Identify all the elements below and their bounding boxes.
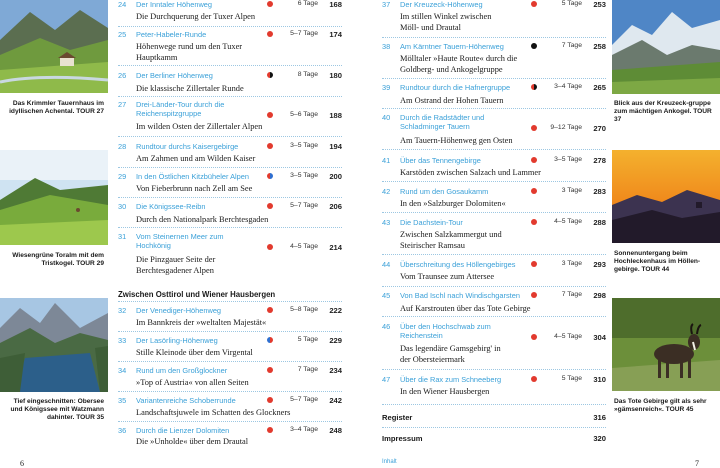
tour-number: 43 xyxy=(382,218,391,227)
photo-toralm xyxy=(0,150,108,245)
tour-page-number: 298 xyxy=(593,291,606,300)
difficulty-dot-icon xyxy=(531,157,537,163)
tour-number: 25 xyxy=(118,30,127,39)
tour-page-number: 265 xyxy=(593,83,606,92)
tour-number: 28 xyxy=(118,142,127,151)
tour-duration: 4–5 Tage xyxy=(290,243,318,250)
tour-subtitle: Die »Unholde« über dem Drautal xyxy=(136,437,249,446)
tour-duration: 3–5 Tage xyxy=(554,156,582,163)
tour-duration: 3 Tage xyxy=(561,187,582,194)
tour-subtitle: Die Durchquerung der Tuxer Alpen xyxy=(136,12,256,21)
tour-page-number: 222 xyxy=(329,306,342,315)
tour-number: 24 xyxy=(118,0,127,9)
tour-duration: 5 Tage xyxy=(297,336,318,343)
tour-subtitle: Von Fieberbrunn nach Zell am See xyxy=(136,184,253,193)
tour-subtitle: Im Bannkreis der »weltalten Majestät« xyxy=(136,318,267,327)
tour-title-link[interactable]: Von Bad Ischl nach Windischgarsten xyxy=(400,291,520,300)
tour-page-number: 258 xyxy=(593,42,606,51)
tour-number: 27 xyxy=(118,100,127,109)
tour-title-link[interactable]: Vom Steinernen Meer zum Hochkönig xyxy=(136,232,224,250)
tour-title-link[interactable]: Rundtour durch die Hafnergruppe xyxy=(400,83,511,92)
tour-number: 42 xyxy=(382,187,391,196)
tour-subtitle: Im stillen Winkel zwischen Möll- und Drautal xyxy=(400,12,492,32)
tour-duration: 7 Tage xyxy=(561,291,582,298)
caption-tour-27: Das Krimmler Tauernhaus im idyllischen Achental. TOUR 27 xyxy=(9,100,104,115)
tour-duration: 5–8 Tage xyxy=(290,306,318,313)
register-page-number: 316 xyxy=(593,413,606,422)
tour-page-number: 174 xyxy=(329,30,342,39)
photo-krimmler-tauernhaus xyxy=(0,0,108,93)
difficulty-dot-icon xyxy=(267,307,273,313)
tour-title-link[interactable]: Der Kreuzeck-Höhenweg xyxy=(400,0,483,9)
tour-title-link[interactable]: Über die Rax zum Schneeberg xyxy=(400,375,502,384)
difficulty-dot-icon xyxy=(267,427,273,433)
difficulty-dot-icon xyxy=(531,43,537,49)
tour-number: 29 xyxy=(118,172,127,181)
tour-subtitle: Im wilden Osten der Zillertaler Alpen xyxy=(136,122,263,131)
tour-duration: 5–6 Tage xyxy=(290,111,318,118)
entry-divider xyxy=(382,369,606,370)
difficulty-dot-icon xyxy=(267,337,273,343)
entry-divider xyxy=(118,331,342,332)
page-number-right: 7 xyxy=(695,459,699,468)
photo-gaemse-totes-gebirge xyxy=(612,298,720,391)
difficulty-dot-icon xyxy=(267,397,273,403)
entry-divider xyxy=(382,149,606,150)
tour-number: 37 xyxy=(382,0,391,9)
tour-page-number: 310 xyxy=(593,375,606,384)
entry-divider xyxy=(118,26,342,27)
caption-tour-29: Wiesengrüne Toralm mit dem Tristkogel. TOUR 29 xyxy=(12,252,104,267)
tour-subtitle: Mölltaler »Haute Route« durch die Goldberg- und Ankogelgruppe xyxy=(400,54,518,74)
tour-subtitle: Durch den Nationalpark Berchtesgaden xyxy=(136,215,269,224)
tour-title-link[interactable]: Variantenreiche Schoberrunde xyxy=(136,396,236,405)
tour-number: 40 xyxy=(382,113,391,122)
footer-section-label: Inhalt xyxy=(382,459,397,465)
tour-subtitle: Am Ostrand der Hohen Tauern xyxy=(400,96,504,105)
tour-page-number: 229 xyxy=(329,336,342,345)
tour-title-link[interactable]: Der Berliner Höhenweg xyxy=(136,71,213,80)
tour-number: 41 xyxy=(382,156,391,165)
tour-duration: 4–5 Tage xyxy=(554,218,582,225)
tour-subtitle: Am Zahmen und am Wilden Kaiser xyxy=(136,154,256,163)
caption-tour-35: Tief eingeschnitten: Obersee und Königssee mit Watzmann dahinter. TOUR 35 xyxy=(10,398,104,421)
difficulty-dot-icon xyxy=(531,376,537,382)
tour-number: 32 xyxy=(118,306,127,315)
register-label: Register xyxy=(382,413,413,422)
tour-number: 38 xyxy=(382,42,391,51)
tour-number: 35 xyxy=(118,396,127,405)
tour-number: 30 xyxy=(118,202,127,211)
tour-number: 31 xyxy=(118,232,127,241)
tour-title-link[interactable]: Durch die Radstädter und Schladminger Tauern xyxy=(400,113,485,131)
tour-number: 44 xyxy=(382,260,391,269)
difficulty-dot-icon xyxy=(267,1,273,7)
toc-left-column xyxy=(108,0,340,468)
impressum-label: Impressum xyxy=(382,434,423,443)
tour-page-number: 188 xyxy=(329,111,342,120)
tour-page-number: 253 xyxy=(593,0,606,9)
photo-kreuzeck-ankogel xyxy=(612,0,720,94)
tour-duration: 9–12 Tage xyxy=(550,124,582,131)
tour-title-link[interactable]: Durch die Lienzer Dolomiten xyxy=(136,426,230,435)
tour-title-link[interactable]: Der Inntaler Höhenweg xyxy=(136,0,213,9)
tour-subtitle: Karstöden zwischen Salzach und Lammer xyxy=(400,168,541,177)
tour-title-link[interactable]: Über den Hochschwab zum Reichenstein xyxy=(400,322,491,340)
tour-subtitle: Am Tauern-Höhenweg gen Osten xyxy=(400,136,513,145)
tour-page-number: 194 xyxy=(329,142,342,151)
tour-number: 36 xyxy=(118,426,127,435)
difficulty-dot-icon xyxy=(531,125,537,131)
tour-subtitle: Stille Kleinode über dem Virgental xyxy=(136,348,253,357)
tour-duration: 7 Tage xyxy=(561,42,582,49)
entry-divider xyxy=(118,167,342,168)
tour-title-link[interactable]: Der Venediger-Höhenweg xyxy=(136,306,222,315)
tour-subtitle: In den »Salzburger Dolomiten« xyxy=(400,199,506,208)
tour-subtitle: Höhenwege rund um den Tuxer Hauptkamm xyxy=(136,42,243,62)
caption-tour-45: Das Tote Gebirge gilt als sehr »gämsenreich«. TOUR 45 xyxy=(614,398,707,413)
tour-subtitle: Die Pinzgauer Seite der Berchtesgadener Alpen xyxy=(136,255,216,275)
tour-title-link[interactable]: Rund um den Großglockner xyxy=(136,366,228,375)
tour-duration: 3 Tage xyxy=(561,260,582,267)
tour-duration: 5–7 Tage xyxy=(290,202,318,209)
tour-title-link[interactable]: Überschreitung des Höllengebirges xyxy=(400,260,516,269)
tour-title-link[interactable]: Über das Tennengebirge xyxy=(400,156,481,165)
tour-page-number: 168 xyxy=(329,0,342,9)
tour-page-number: 278 xyxy=(593,156,606,165)
tour-page-number: 206 xyxy=(329,202,342,211)
tour-page-number: 214 xyxy=(329,243,342,252)
tour-duration: 5–7 Tage xyxy=(290,396,318,403)
difficulty-dot-icon xyxy=(267,203,273,209)
tour-duration: 5–7 Tage xyxy=(290,30,318,37)
difficulty-dot-icon xyxy=(267,244,273,250)
tour-subtitle: Die klassische Zillertaler Runde xyxy=(136,84,244,93)
entry-divider xyxy=(382,181,606,182)
tour-title-link[interactable]: Rund um den Gosaukamm xyxy=(400,187,489,196)
tour-subtitle: »Top of Austria« von allen Seiten xyxy=(136,378,249,387)
tour-title-link[interactable]: Die Königssee-Reibn xyxy=(136,202,206,211)
entry-divider xyxy=(118,421,342,422)
entry-divider xyxy=(118,301,342,302)
entry-divider xyxy=(382,254,606,255)
difficulty-dot-icon xyxy=(267,31,273,37)
tour-page-number: 304 xyxy=(593,333,606,342)
tour-page-number: 288 xyxy=(593,218,606,227)
tour-page-number: 293 xyxy=(593,260,606,269)
toc-right-column xyxy=(372,0,604,468)
tour-number: 26 xyxy=(118,71,127,80)
entry-divider xyxy=(118,197,342,198)
tour-page-number: 200 xyxy=(329,172,342,181)
difficulty-dot-icon xyxy=(267,72,273,78)
tour-subtitle: Auf Karstrouten über das Tote Gebirge xyxy=(400,304,531,313)
tour-number: 45 xyxy=(382,291,391,300)
tour-duration: 3–5 Tage xyxy=(290,142,318,149)
page-number-left: 6 xyxy=(20,459,24,468)
entry-divider xyxy=(382,78,606,79)
entry-divider xyxy=(118,136,342,137)
difficulty-dot-icon xyxy=(531,261,537,267)
difficulty-dot-icon xyxy=(267,143,273,149)
tour-page-number: 180 xyxy=(329,71,342,80)
tour-subtitle: Landschaftsjuwele im Schatten des Glockners xyxy=(136,408,291,417)
entry-divider xyxy=(382,316,606,317)
tour-page-number: 270 xyxy=(593,124,606,133)
tour-page-number: 248 xyxy=(329,426,342,435)
tour-title-link[interactable]: In den Östlichen Kitzbüheler Alpen xyxy=(136,172,249,181)
entry-divider xyxy=(118,361,342,362)
tour-number: 34 xyxy=(118,366,127,375)
entry-divider xyxy=(382,37,606,38)
entry-divider xyxy=(382,212,606,213)
tour-duration: 6 Tage xyxy=(297,0,318,7)
section-heading-osttirol: Zwischen Osttirol und Wiener Hausbergen xyxy=(118,290,276,299)
tour-duration: 8 Tage xyxy=(297,71,318,78)
tour-duration: 3–4 Tage xyxy=(554,83,582,90)
difficulty-dot-icon xyxy=(531,292,537,298)
tour-number: 46 xyxy=(382,322,391,331)
difficulty-dot-icon xyxy=(531,219,537,225)
tour-title-link[interactable]: Die Dachstein-Tour xyxy=(400,218,463,227)
tour-duration: 5 Tage xyxy=(561,375,582,382)
tour-subtitle: Zwischen Salzkammergut und Steirischer Ramsau xyxy=(400,230,502,250)
tour-subtitle: In den Wiener Hausbergen xyxy=(400,387,490,396)
entry-divider xyxy=(382,286,606,287)
difficulty-dot-icon xyxy=(267,367,273,373)
tour-title-link[interactable]: Drei-Länder-Tour durch die Reichenspitzgruppe xyxy=(136,100,225,118)
difficulty-dot-icon xyxy=(267,112,273,118)
entry-divider xyxy=(382,404,606,405)
tour-title-link[interactable]: Am Kärntner Tauern-Höhenweg xyxy=(400,42,504,51)
tour-number: 39 xyxy=(382,83,391,92)
tour-duration: 5 Tage xyxy=(561,0,582,7)
difficulty-dot-icon xyxy=(531,334,537,340)
tour-duration: 3–4 Tage xyxy=(290,426,318,433)
tour-page-number: 234 xyxy=(329,366,342,375)
tour-title-link[interactable]: Der Lasörling-Höhenweg xyxy=(136,336,218,345)
tour-title-link[interactable]: Rundtour durchs Kaisergebirge xyxy=(136,142,239,151)
difficulty-dot-icon xyxy=(267,173,273,179)
entry-divider xyxy=(118,65,342,66)
tour-page-number: 242 xyxy=(329,396,342,405)
tour-page-number: 283 xyxy=(593,187,606,196)
entry-divider xyxy=(118,96,342,97)
photo-obersee-koenigssee xyxy=(0,298,108,392)
tour-duration: 3–5 Tage xyxy=(290,172,318,179)
tour-subtitle: Das legendäre Gamsgebirg' in der Obersteiermark xyxy=(400,344,501,364)
impressum-page-number: 320 xyxy=(593,434,606,443)
caption-tour-44: Sonnenuntergang beim Hochleckenhaus im Höllen-gebirge. TOUR 44 xyxy=(614,250,701,273)
tour-title-link[interactable]: Peter-Habeler-Runde xyxy=(136,30,207,39)
difficulty-dot-icon xyxy=(531,1,537,7)
entry-divider xyxy=(118,391,342,392)
difficulty-dot-icon xyxy=(531,84,537,90)
tour-number: 33 xyxy=(118,336,127,345)
entry-divider xyxy=(382,108,606,109)
difficulty-dot-icon xyxy=(531,188,537,194)
caption-tour-37: Blick aus der Kreuzeck-gruppe zum mächtigen Ankogel. TOUR 37 xyxy=(614,100,712,123)
tour-number: 47 xyxy=(382,375,391,384)
photo-hochleckenhaus-sunset xyxy=(612,150,720,243)
entry-divider xyxy=(118,227,342,228)
tour-duration: 4–5 Tage xyxy=(554,333,582,340)
entry-divider xyxy=(382,427,606,428)
tour-duration: 7 Tage xyxy=(297,366,318,373)
tour-subtitle: Vom Traunsee zum Attersee xyxy=(400,272,495,281)
